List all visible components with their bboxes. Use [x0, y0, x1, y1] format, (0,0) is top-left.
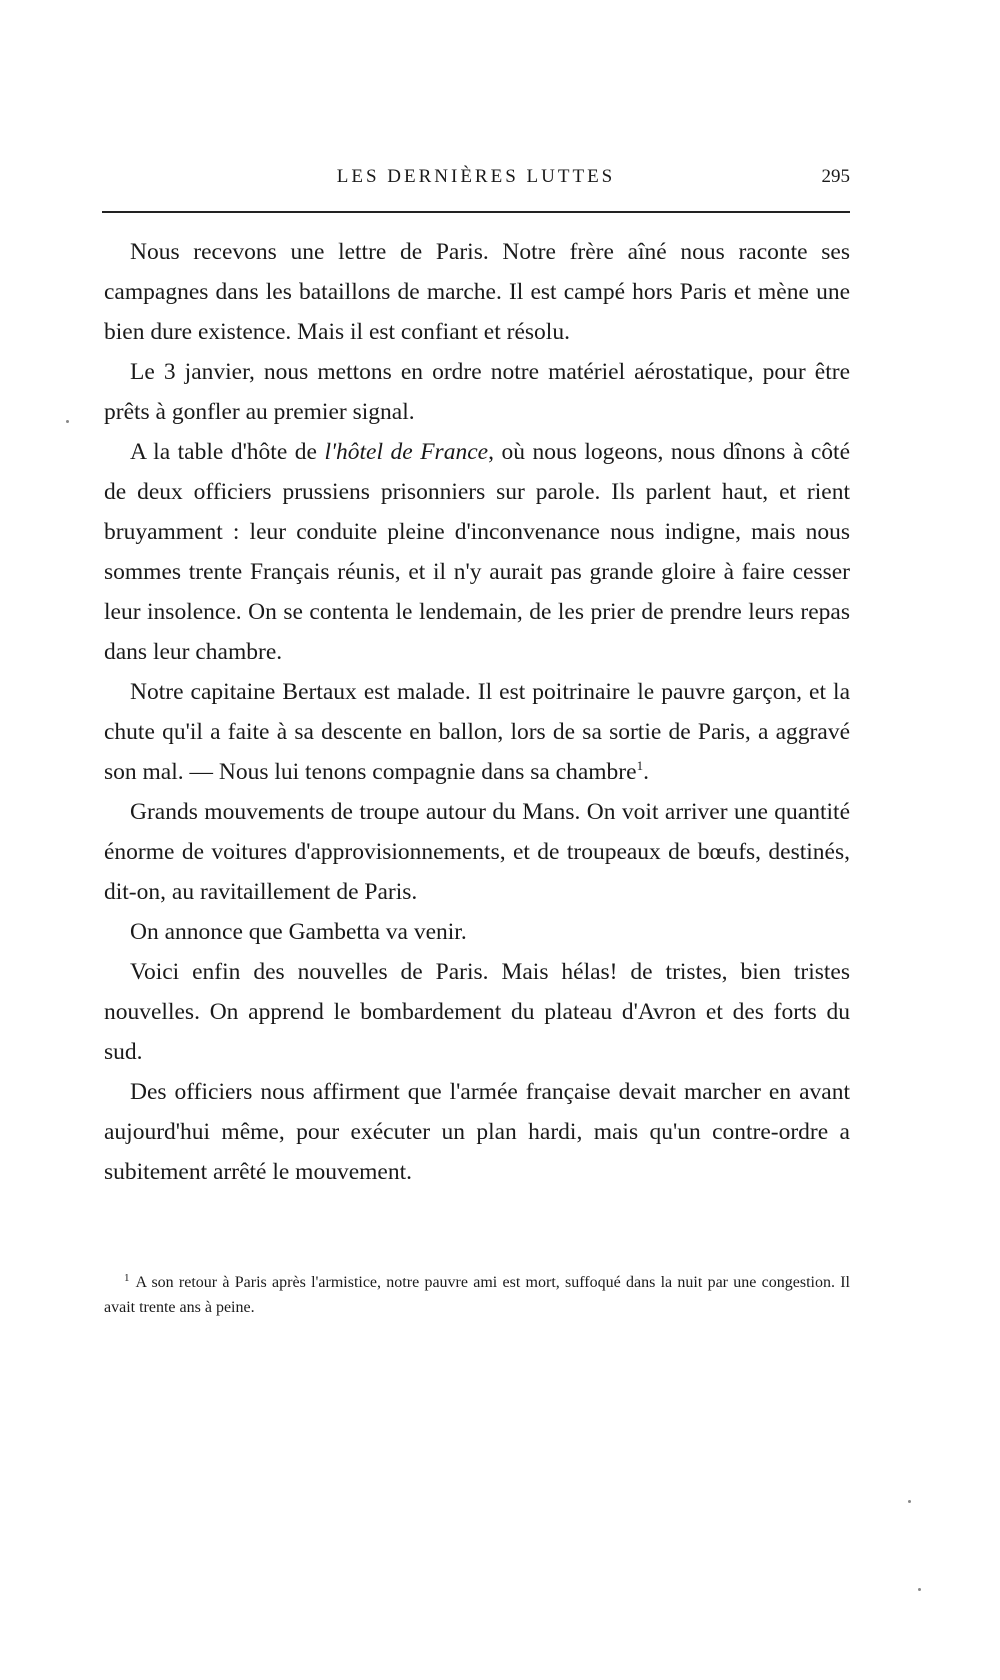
paragraph: Voici enfin des nouvelles de Paris. Mais hélas! de tristes, bien tristes nouvelles. On apprend le bombardement du plateau d'Avron et des forts du sud. — [104, 959, 850, 1065]
paragraph-text: , où nous logeons, nous dînons à côté de deux officiers prussiens prisonniers sur parole. Ils parlent haut, et rient bruyamment : leur conduite pleine d'inconvenance nous indigne, mais nous sommes trente Français réunis, et il n'y aurait pas grande gloire à faire cesser leur insolence. On se contenta le lendemain, de les prier de prendre leurs repas dans leur chambre. — [104, 439, 851, 665]
footnote-reference: 1 — [636, 758, 644, 774]
paragraph — [104, 432, 850, 672]
page-number: 295 — [821, 166, 850, 187]
running-head — [102, 166, 850, 196]
paragraph-end: . — [643, 759, 649, 785]
scan-speck — [66, 420, 69, 423]
paragraph-text: A la table d'hôte de — [130, 439, 325, 465]
paragraph: Des officiers nous affirment que l'armée française devait marcher en avant aujourd'hui même, pour exécuter un plan hardi, mais qu'un contre-ordre a subitement arrêté le mouvement. — [104, 1079, 850, 1185]
footnote — [104, 1270, 850, 1320]
scan-speck — [918, 1588, 921, 1591]
paragraph-text: Notre capitaine Bertaux est malade. Il est poitrinaire le pauvre garçon, et la chute qu'il a faite à sa descente en ballon, lors de sa sortie de Paris, a aggravé son mal. — Nous lui tenons compagnie dans sa chambre — [104, 679, 850, 785]
footnote-mark: 1 — [124, 1271, 130, 1284]
header-rule — [102, 211, 850, 213]
running-title: LES DERNIÈRES LUTTES — [336, 166, 616, 187]
paragraph: Grands mouvements de troupe autour du Mans. On voit arriver une quantité énorme de voitures d'approvisionnements, et de troupeaux de bœufs, destinés, dit-on, au ravitaillement de Paris. — [104, 799, 850, 905]
footnote-text: A son retour à Paris après l'armistice, notre pauvre ami est mort, suffoqué dans la nuit par une congestion. Il avait trente ans à peine. — [104, 1274, 850, 1316]
body-text — [104, 232, 850, 1192]
paragraph — [104, 672, 850, 792]
paragraph: Le 3 janvier, nous mettons en ordre notre matériel aérostatique, pour être prêts à gonfler au premier signal. — [104, 359, 850, 425]
paragraph: On annonce que Gambetta va venir. — [130, 919, 467, 945]
paragraph: Nous recevons une lettre de Paris. Notre frère aîné nous raconte ses campagnes dans les bataillons de marche. Il est campé hors Paris et mène une bien dure existence. Mais il est confiant et résolu. — [104, 239, 850, 345]
scan-speck — [908, 1500, 911, 1503]
italic-hotel-name: l'hôtel de France — [324, 439, 489, 465]
